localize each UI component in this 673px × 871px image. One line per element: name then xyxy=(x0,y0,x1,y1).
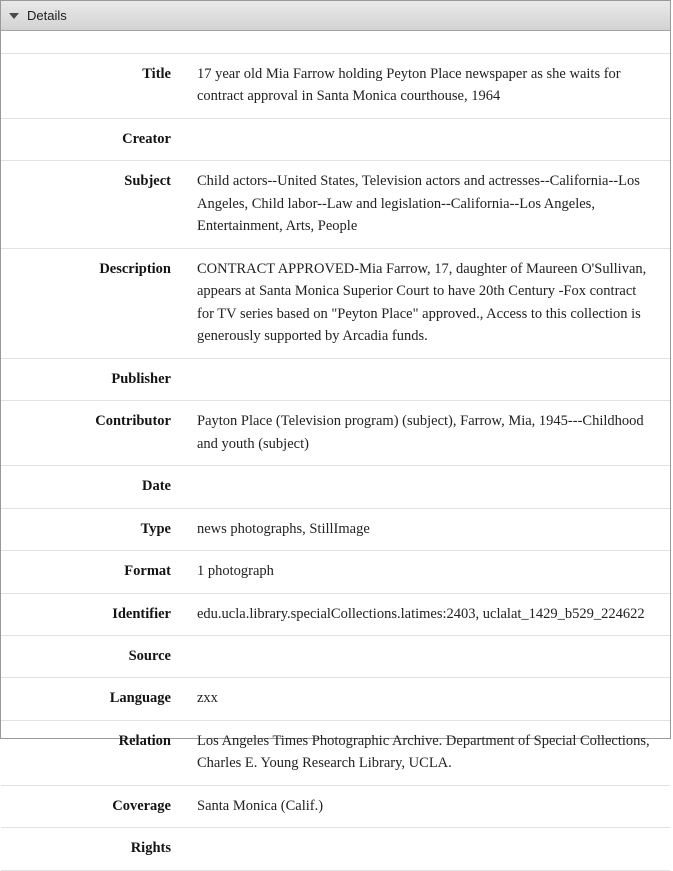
table-row xyxy=(1,551,670,593)
field-value xyxy=(183,466,670,508)
field-value: Child actors--United States, Television actors and actresses--California--Los Angeles, Child labor--Law and legislation--California--Los Angeles, Entertainment, Arts, People xyxy=(197,173,640,235)
field-label: Type xyxy=(140,520,171,537)
field-label: Identifier xyxy=(112,605,171,622)
triangle-down-icon[interactable] xyxy=(9,13,19,19)
page-title: Details xyxy=(27,8,67,23)
field-label: Subject xyxy=(124,173,171,190)
table-row xyxy=(1,358,670,400)
field-label: Title xyxy=(142,66,171,82)
table-row xyxy=(1,720,670,785)
field-value: news photographs, StillImage xyxy=(197,520,370,537)
table-row xyxy=(1,593,670,635)
details-panel-body xyxy=(1,31,670,871)
metadata-table xyxy=(1,53,670,871)
field-value: Payton Place (Television program) (subject), Farrow, Mia, 1945---Childhood and youth (subject) xyxy=(197,413,644,452)
table-row xyxy=(1,118,670,160)
field-value: 1 photograph xyxy=(197,563,274,580)
field-label: Format xyxy=(124,563,171,580)
field-label: Source xyxy=(128,647,171,664)
field-label: Relation xyxy=(118,732,171,749)
field-value xyxy=(183,635,670,677)
table-row xyxy=(1,828,670,870)
field-label: Date xyxy=(142,478,171,495)
field-label: Publisher xyxy=(111,370,171,387)
table-row xyxy=(1,466,670,508)
field-label: Language xyxy=(109,690,171,707)
field-label: Creator xyxy=(122,130,171,147)
field-label: Description xyxy=(99,260,171,277)
field-label: Contributor xyxy=(95,413,171,430)
metadata-table-body xyxy=(1,54,670,871)
field-value: CONTRACT APPROVED-Mia Farrow, 17, daughter of Maureen O'Sullivan, appears at Santa Monica Superior Court to have 20th Century -Fox contract for TV series based on "Peyton Place" approved., Access to this collection is generously supported by Arcadia funds. xyxy=(197,260,647,345)
field-value: Los Angeles Times Photographic Archive. Department of Special Collections, Charles E. Young Research Library, UCLA. xyxy=(197,732,650,772)
table-row xyxy=(1,248,670,358)
table-row xyxy=(1,401,670,466)
field-value: zxx xyxy=(197,690,218,707)
field-value xyxy=(183,118,670,160)
table-row xyxy=(1,635,670,677)
field-value xyxy=(183,828,670,870)
field-value: 17 year old Mia Farrow holding Peyton Place newspaper as she waits for contract approval in Santa Monica courthouse, 1964 xyxy=(197,66,621,105)
table-row xyxy=(1,678,670,720)
table-row xyxy=(1,54,670,119)
field-label: Coverage xyxy=(112,797,171,814)
table-row xyxy=(1,508,670,550)
field-value: Santa Monica (Calif.) xyxy=(197,797,324,814)
table-row xyxy=(1,161,670,248)
field-value: edu.ucla.library.specialCollections.latimes:2403, uclalat_1429_b529_224622 xyxy=(197,605,645,622)
field-value xyxy=(183,358,670,400)
details-panel-header[interactable] xyxy=(1,1,670,31)
table-row xyxy=(1,785,670,827)
field-label: Rights xyxy=(130,840,171,857)
